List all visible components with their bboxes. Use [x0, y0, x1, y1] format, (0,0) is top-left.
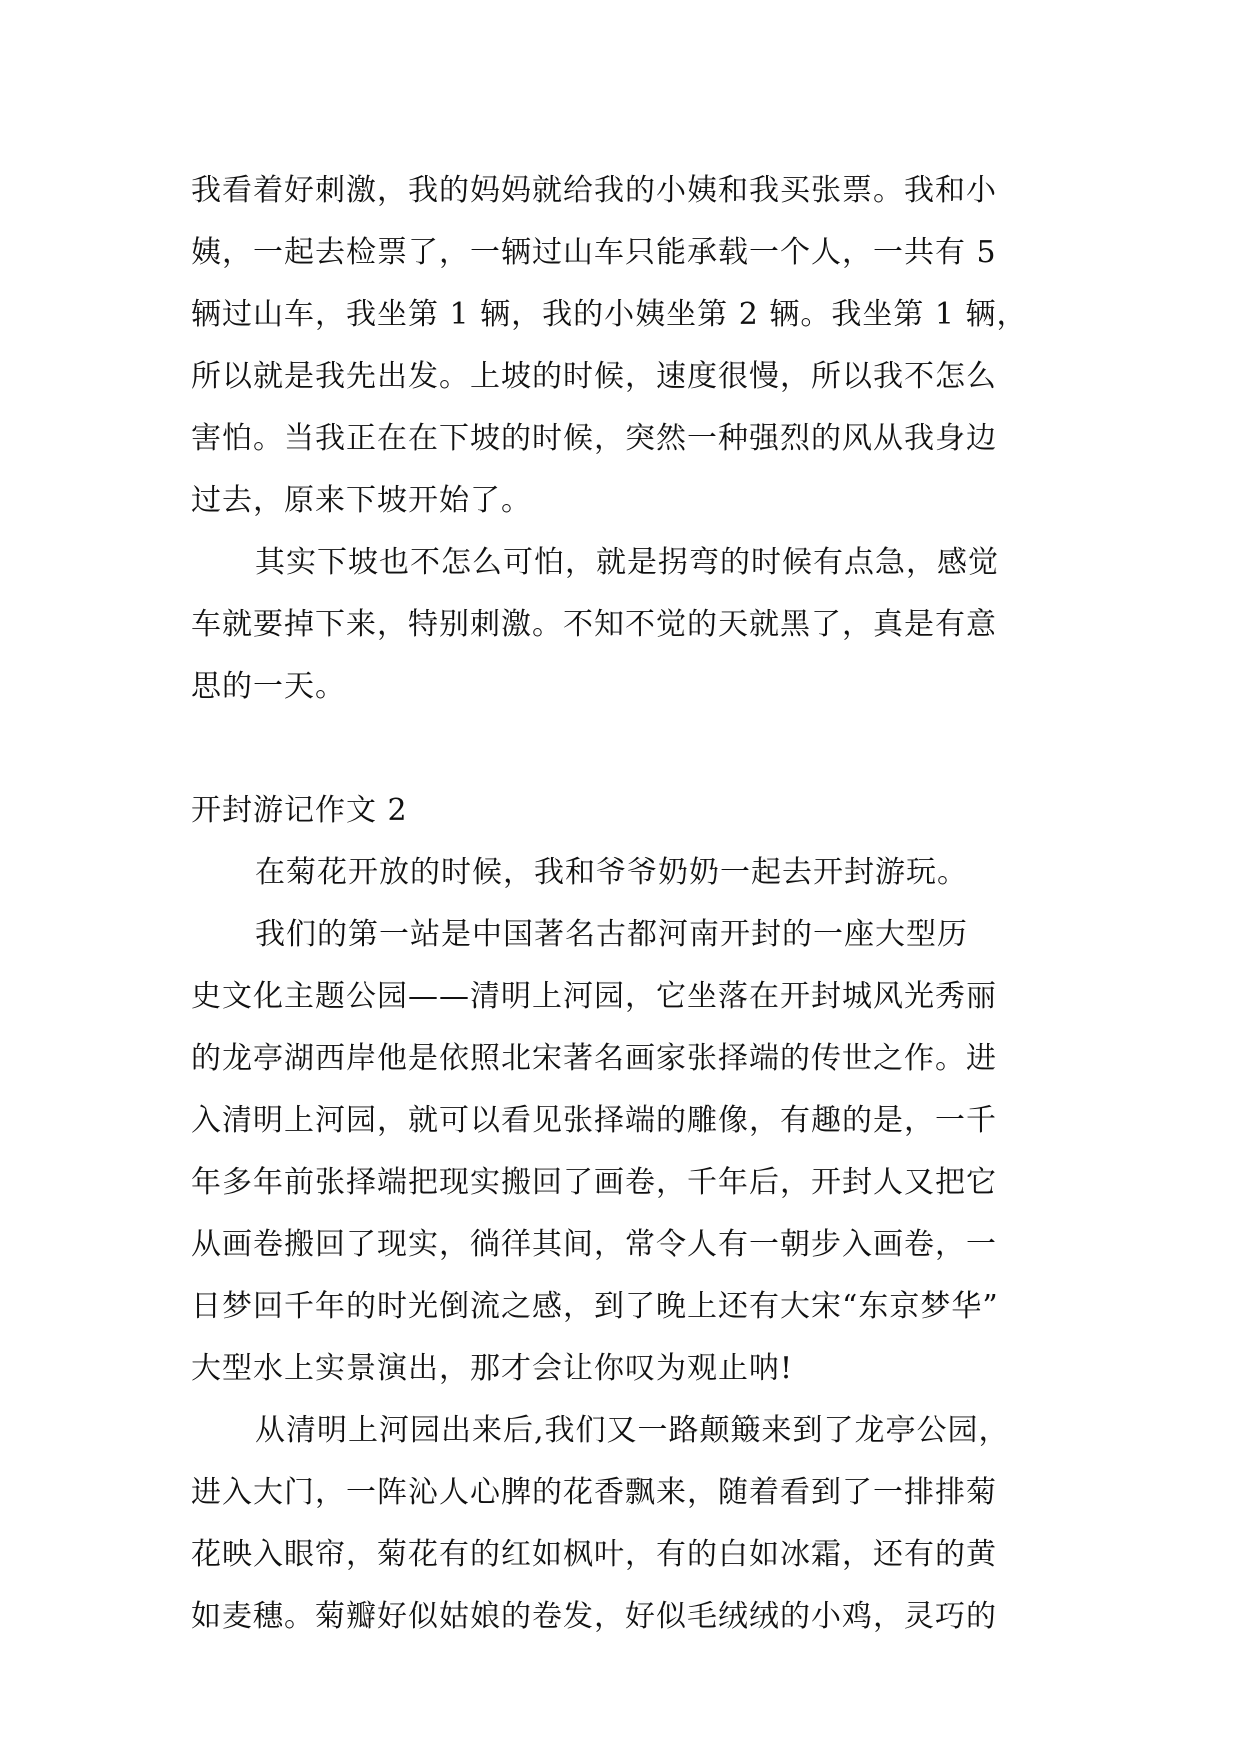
- paragraph-start-line: 从清明上河园出来后,我们又一路颠簸来到了龙亭公园，: [255, 1413, 1010, 1448]
- text-line: 害怕。当我正在在下坡的时候，突然一种强烈的风从我身边: [191, 421, 997, 456]
- text-line: 进入大门，一阵沁人心脾的花香飘来，随着看到了一排排菊: [191, 1475, 997, 1510]
- paragraph-start-line: 我们的第一站是中国著名古都河南开封的一座大型历: [255, 917, 968, 952]
- paragraph-start-line: 在菊花开放的时候，我和爷爷奶奶一起去开封游玩。: [255, 855, 968, 890]
- text-line: 年多年前张择端把现实搬回了画卷，千年后，开封人又把它: [191, 1165, 997, 1200]
- text-line: 思的一天。: [191, 669, 346, 704]
- text-line: 过去，原来下坡开始了。: [191, 483, 532, 518]
- text-line: 花映入眼帘，菊花有的红如枫叶，有的白如冰霜，还有的黄: [191, 1537, 997, 1572]
- text-line: 史文化主题公园——清明上河园，它坐落在开封城风光秀丽: [191, 979, 997, 1014]
- section-title: 开封游记作文 2: [191, 793, 408, 828]
- text-line: 所以就是我先出发。上坡的时候，速度很慢，所以我不怎么: [191, 359, 997, 394]
- text-line: 从画卷搬回了现实，徜徉其间，常令人有一朝步入画卷，一: [191, 1227, 997, 1262]
- text-line: 如麦穗。菊瓣好似姑娘的卷发，好似毛绒绒的小鸡，灵巧的: [191, 1599, 997, 1634]
- paragraph-start-line: 其实下坡也不怎么可怕，就是拐弯的时候有点急，感觉: [255, 545, 999, 580]
- document-body: [191, 160, 1061, 1648]
- text-line: 车就要掉下来，特别刺激。不知不觉的天就黑了，真是有意: [191, 607, 997, 642]
- text-line: 大型水上实景演出，那才会让你叹为观止呐!: [191, 1351, 794, 1386]
- text-line: 姨，一起去检票了，一辆过山车只能承载一个人，一共有 5: [191, 235, 997, 270]
- text-line: 我看着好刺激，我的妈妈就给我的小姨和我买张票。我和小: [191, 173, 997, 208]
- text-line: 日梦回千年的时光倒流之感，到了晚上还有大宋“东京梦华”: [191, 1289, 999, 1324]
- text-line: 的龙亭湖西岸他是依照北宋著名画家张择端的传世之作。进: [191, 1041, 997, 1076]
- text-line: 入清明上河园，就可以看见张择端的雕像，有趣的是，一千: [191, 1103, 997, 1138]
- text-line: 辆过山车，我坐第 1 辆，我的小姨坐第 2 辆。我坐第 1 辆，: [191, 297, 1028, 332]
- section-gap: [191, 718, 1061, 780]
